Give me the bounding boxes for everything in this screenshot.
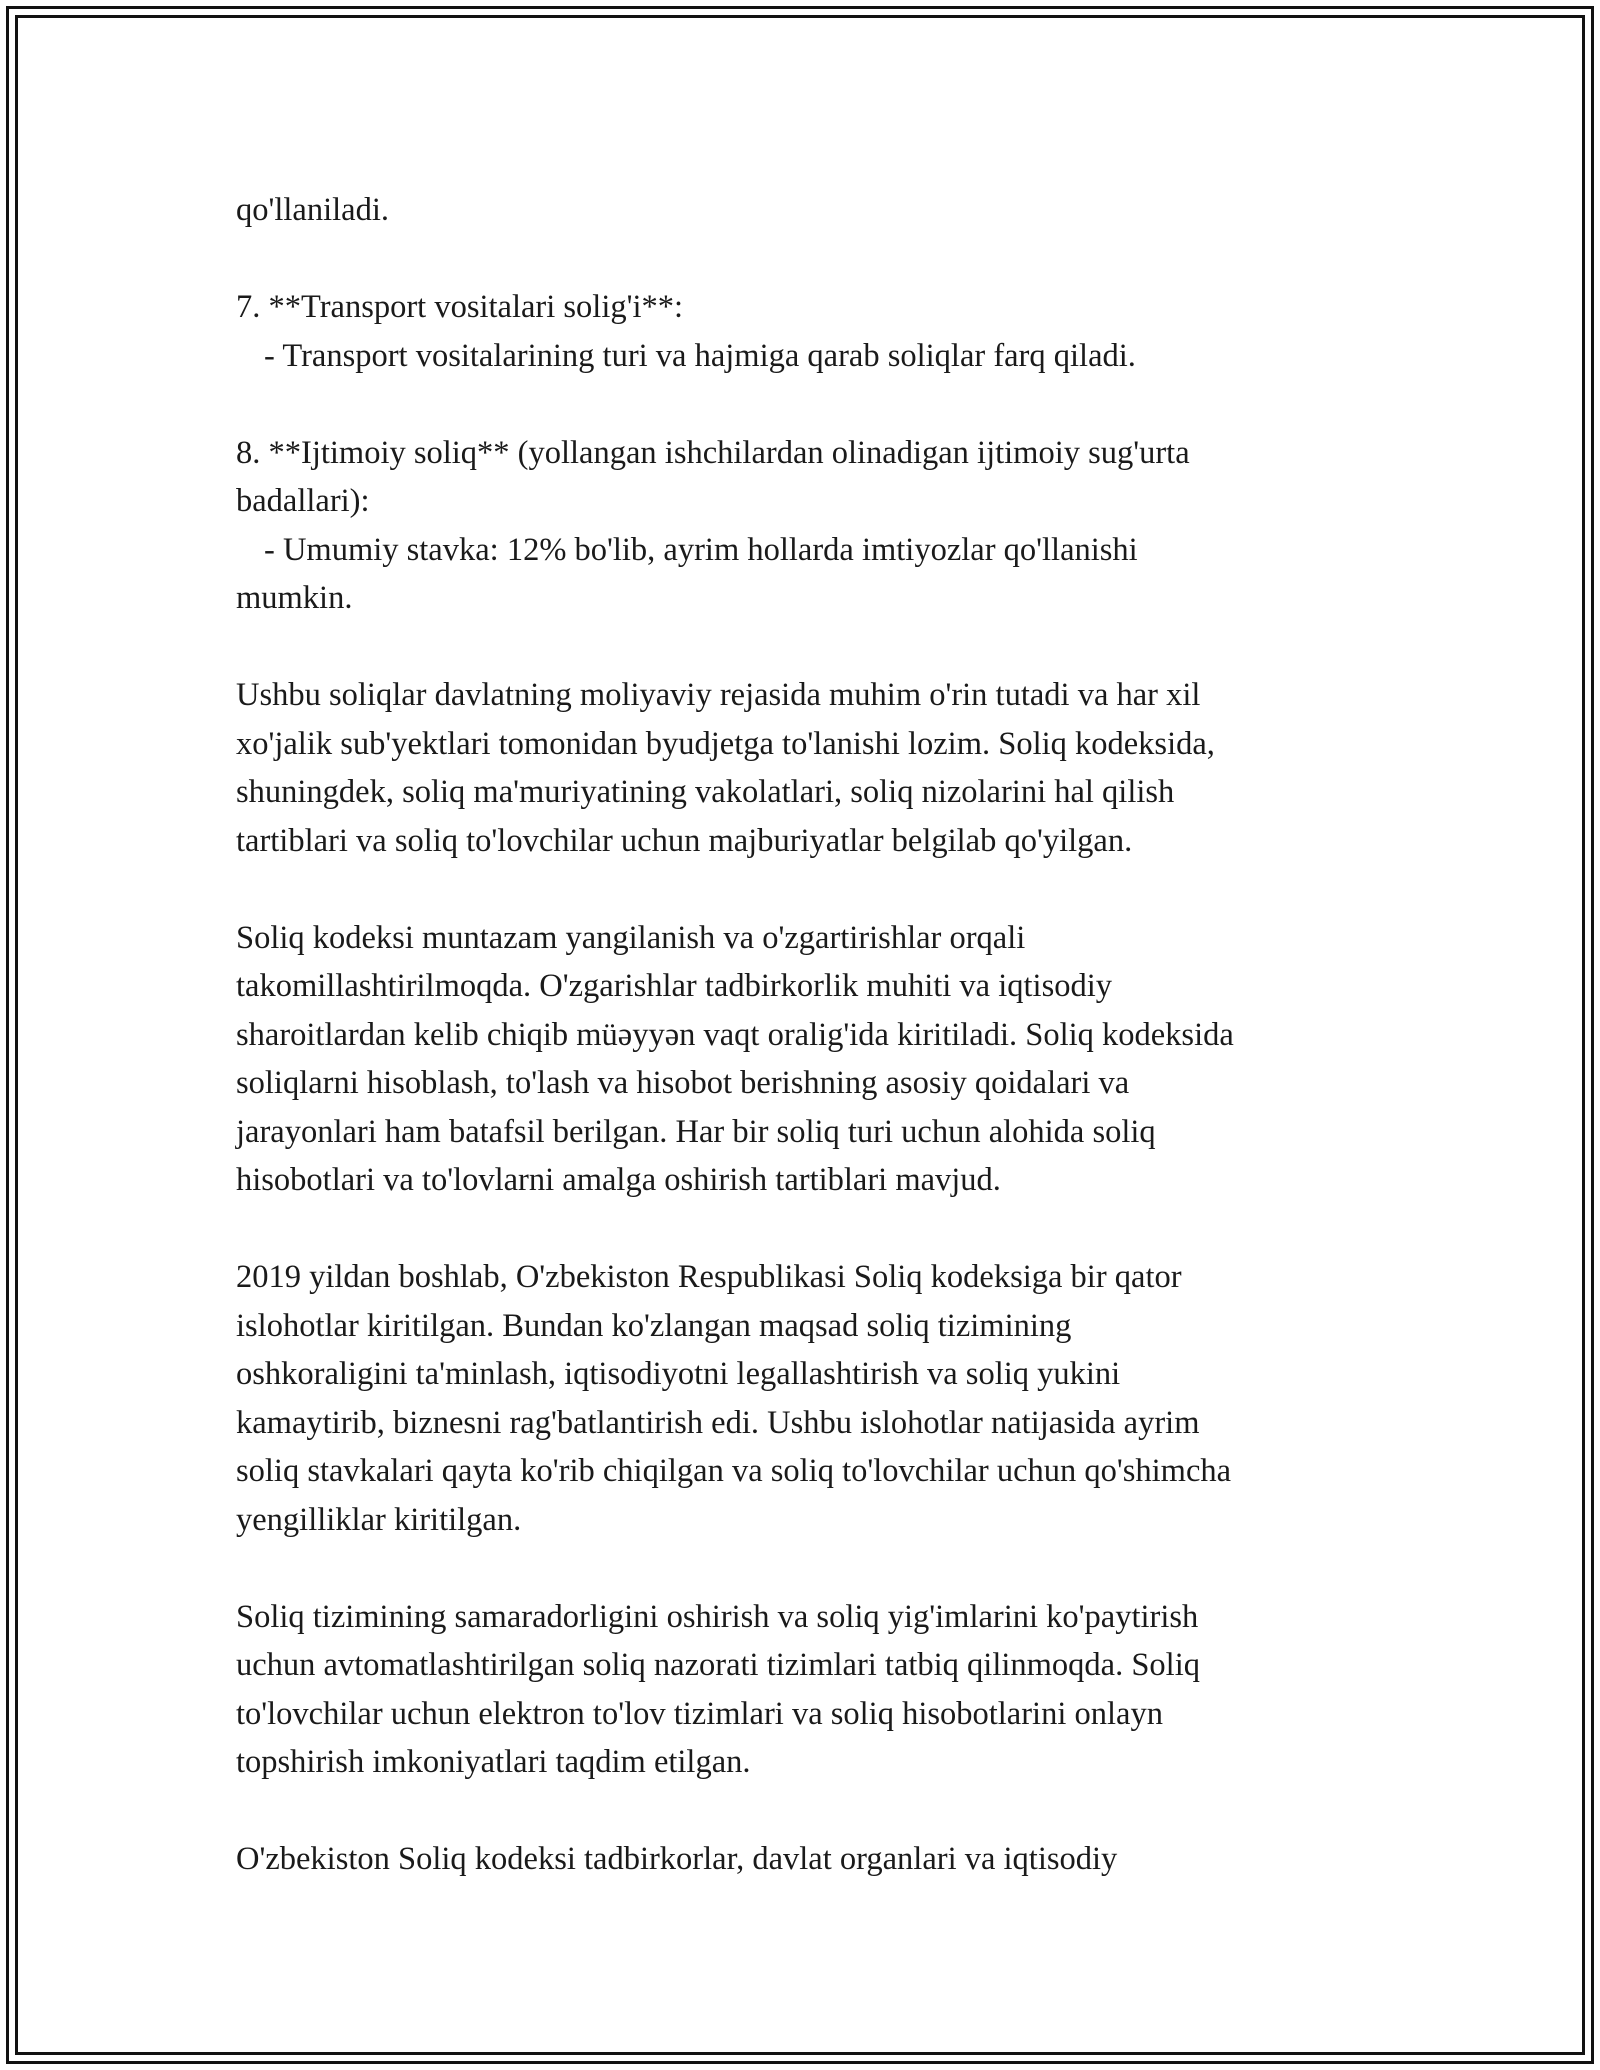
text-line: 2019 yildan boshlab, O'zbekiston Respublikasi Soliq kodeksiga bir qator [236,1259,1182,1295]
list-item-heading-cont: badallari): [236,483,370,519]
text-line: xo'jalik sub'yektlari tomonidan byudjetga to'lanishi lozim. Soliq kodeksida, [236,725,1215,762]
text-line: soliq stavkalari qayta ko'rib chiqilgan va soliq to'lovchilar uchun qo'shimcha [236,1453,1232,1489]
text-line: sharoitlardan kelib chiqib müəyyən vaqt oralig'ida kiritiladi. Soliq kodeksida [236,1016,1234,1053]
list-item-heading: 7. **Transport vositalari solig'i**: [236,289,684,325]
text-line: to'lovchilar uchun elektron to'lov tizimlari va soliq hisobotlarini onlayn [236,1695,1163,1732]
list-item-heading: 8. **Ijtimoiy soliq** (yollangan ishchilardan olinadigan ijtimoiy sug'urta [236,434,1190,471]
text-line: topshirish imkoniyatlari taqdim etilgan. [236,1744,751,1780]
paragraph-tax-role [236,671,1396,865]
text-line: islohotlar kiritilgan. Bundan ko'zlangan maqsad soliq tizimining [236,1307,1072,1344]
document-body [236,186,1396,1932]
list-item-detail: - Transport vositalarining turi va hajmiga qarab soliqlar farq qiladi. [264,337,1136,374]
text-line: tartiblari va soliq to'lovchilar uchun majburiyatlar belgilab qo'yilgan. [236,822,1133,859]
text-line: qo'llaniladi. [236,192,389,228]
paragraph-continuation [236,186,1396,235]
text-line: oshkoraligini ta'minlash, iqtisodiyotni legallashtirish va soliq yukini [236,1356,1121,1392]
text-line: kamaytirib, biznesni rag'batlantirish edi. Ushbu islohotlar natijasida ayrim [236,1404,1200,1441]
text-line: O'zbekiston Soliq kodeksi tadbirkorlar, davlat organlari va iqtisodiy [236,1841,1118,1877]
text-line: Soliq kodeksi muntazam yangilanish va o'zgartirishlar orqali [236,919,1026,956]
list-item-social-tax [236,429,1396,623]
text-line: hisobotlari va to'lovlarni amalga oshirish tartiblari mavjud. [236,1162,1001,1198]
paragraph-2019-reforms [236,1253,1396,1544]
text-line: takomillashtirilmoqda. O'zgarishlar tadbirkorlik muhiti va iqtisodiy [236,968,1112,1004]
list-item-transport-tax [236,283,1396,380]
text-line: shuningdek, soliq ma'muriyatining vakolatlari, soliq nizolarini hal qilish [236,774,1175,810]
text-line: Soliq tizimining samaradorligini oshirish va soliq yig'imlarini ko'paytirish [236,1598,1199,1635]
text-line: Ushbu soliqlar davlatning moliyaviy rejasida muhim o'rin tutadi va har xil [236,677,1201,713]
paragraph-closing [236,1835,1396,1884]
list-item-detail-cont: mumkin. [236,580,353,616]
paragraph-automation [236,1593,1396,1787]
paragraph-code-updates [236,914,1396,1205]
text-line: yengilliklar kiritilgan. [236,1501,522,1538]
list-item-detail: - Umumiy stavka: 12% bo'lib, ayrim hollarda imtiyozlar qo'llanishi [264,531,1138,568]
text-line: uchun avtomatlashtirilgan soliq nazorati tizimlari tatbiq qilinmoqda. Soliq [236,1647,1200,1683]
text-line: soliqlarni hisoblash, to'lash va hisobot berishning asosiy qoidalari va [236,1065,1130,1101]
text-line: jarayonlari ham batafsil berilgan. Har bir soliq turi uchun alohida soliq [236,1113,1156,1150]
